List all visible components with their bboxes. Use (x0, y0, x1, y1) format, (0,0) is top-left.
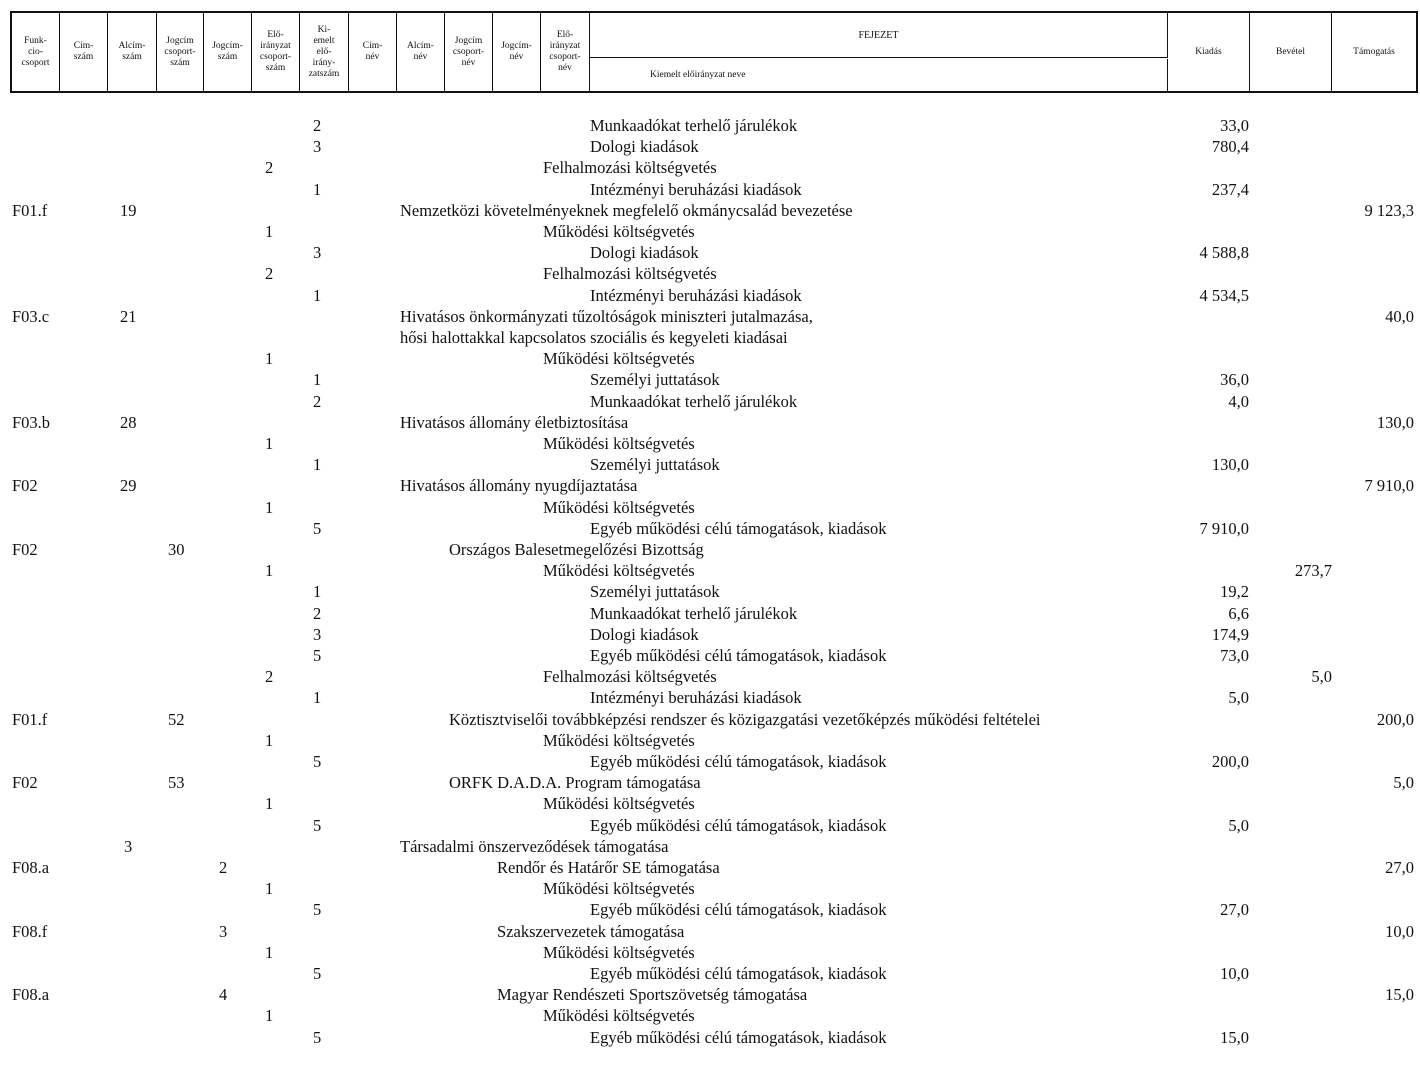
item-name-cell: Működési költségvetés (543, 222, 695, 241)
eloiranyzat-csoport-szam-cell: 1 (265, 879, 274, 899)
kiadas-cell: 6,6 (1228, 603, 1249, 623)
item-name-cell: Működési költségvetés (543, 1006, 695, 1026)
kiemelt-eloiranyzat-szam-cell: 1 (313, 285, 322, 305)
header-col-funkcio-csoport: Funk- cio- csoport (12, 13, 60, 91)
item-name-cell: Működési költségvetés (543, 942, 695, 962)
item-name-cell: Társadalmi önszerveződések támogatása (400, 836, 669, 856)
kiemelt-eloiranyzat-szam-cell: 2 (313, 603, 322, 623)
funkcio-csoport-cell: F01.f (12, 200, 48, 220)
item-name-cell: Országos Balesetmegelőzési Bizottság (449, 540, 704, 559)
item-name-cell: Személyi juttatások (590, 370, 720, 390)
eloiranyzat-csoport-szam-cell: 1 (265, 730, 274, 750)
item-name-cell: Nemzetközi követelményeknek megfelelő okmánycsalád bevezetése (400, 200, 853, 220)
header-col-eloiranyzat-csoport-nev: Elő- irányzat csoport- név (541, 13, 590, 91)
kiemelt-eloiranyzat-szam-cell: 5 (313, 1027, 322, 1047)
kiadas-cell: 130,0 (1211, 455, 1249, 475)
header-col-eloiranyzat-csoport-szam: Elő- irányzat csoport- szám (252, 13, 300, 91)
kiemelt-eloiranyzat-szam-cell: 1 (313, 582, 322, 602)
kiadas-cell: 10,0 (1220, 964, 1249, 983)
header-col-jogcim-csoport-nev: Jogcím csoport- név (445, 13, 493, 91)
header-kiemelt-nev: Kiemelt előirányzat neve (590, 59, 1168, 91)
item-name-cell: Hivatásos állomány nyugdíjaztatása (400, 476, 638, 496)
item-name-cell: Intézményi beruházási kiadások (590, 285, 802, 305)
funkcio-csoport-cell: F08.a (12, 985, 50, 1005)
header-col-kiadas: Kiadás (1168, 13, 1250, 91)
cim-szam-cell: 28 (120, 412, 137, 432)
eloiranyzat-csoport-szam-cell: 1 (265, 349, 274, 369)
item-name-cell: hősi halottakkal kapcsolatos szociális és kegyeleti kiadásai (400, 328, 788, 347)
kiadas-cell: 36,0 (1220, 370, 1249, 390)
kiemelt-eloiranyzat-szam-cell: 1 (313, 179, 322, 199)
eloiranyzat-csoport-szam-cell: 1 (265, 497, 274, 517)
funkcio-csoport-cell: F08.f (12, 921, 48, 941)
header-col-jogcim-nev: Jogcím- név (493, 13, 541, 91)
tamogatas-cell: 15,0 (1385, 985, 1414, 1005)
tamogatas-cell: 10,0 (1385, 921, 1414, 941)
bevetel-cell: 273,7 (1294, 561, 1332, 581)
eloiranyzat-csoport-szam-cell: 1 (265, 561, 274, 581)
kiadas-cell: 19,2 (1220, 582, 1249, 602)
eloiranyzat-csoport-szam-cell: 2 (265, 264, 274, 284)
eloiranyzat-csoport-szam-cell: 1 (265, 794, 274, 814)
kiemelt-eloiranyzat-szam-cell: 1 (313, 688, 322, 708)
item-name-cell: Személyi juttatások (590, 455, 720, 475)
kiemelt-eloiranyzat-szam-cell: 1 (313, 455, 322, 475)
item-name-cell: Egyéb működési célú támogatások, kiadások (590, 1027, 887, 1047)
kiemelt-eloiranyzat-szam-cell: 3 (313, 243, 322, 263)
item-name-cell: Szakszervezetek támogatása (497, 921, 685, 941)
header-fejezet: FEJEZET (590, 13, 1168, 58)
eloiranyzat-csoport-szam-cell: 1 (265, 434, 274, 453)
item-name-cell: Működési költségvetés (543, 730, 695, 750)
kiadas-cell: 5,0 (1228, 688, 1249, 708)
header-col-kiemelt-eloiranyzat-szam: Ki- emelt elő- irány- zatszám (300, 13, 349, 91)
funkcio-csoport-cell: F02 (12, 476, 38, 496)
kiadas-cell: 73,0 (1220, 646, 1249, 665)
item-name-cell: Egyéb működési célú támogatások, kiadások (590, 646, 887, 665)
kiadas-cell: 5,0 (1228, 815, 1249, 835)
item-name-cell: Dologi kiadások (590, 137, 699, 157)
item-name-cell: Személyi juttatások (590, 582, 720, 602)
kiemelt-eloiranyzat-szam-cell: 5 (313, 815, 322, 835)
kiemelt-eloiranyzat-szam-cell: 2 (313, 116, 322, 135)
item-name-cell: Felhalmozási költségvetés (543, 158, 717, 178)
item-name-cell: Dologi kiadások (590, 243, 699, 263)
cim-szam-cell: 29 (120, 476, 137, 496)
item-name-cell: Intézményi beruházási kiadások (590, 688, 802, 708)
funkcio-csoport-cell: F02 (12, 540, 38, 559)
kiadas-cell: 174,9 (1211, 624, 1249, 644)
kiadas-cell: 7 910,0 (1199, 518, 1249, 538)
tamogatas-cell: 200,0 (1376, 709, 1414, 729)
header-col-alcim-szam: Alcím- szám (108, 13, 157, 91)
funkcio-csoport-cell: F03.b (12, 412, 51, 432)
jogcim-szam-cell: 3 (219, 921, 228, 941)
jogcim-csoport-szam-cell: 30 (168, 540, 185, 559)
kiadas-cell: 33,0 (1220, 116, 1249, 135)
item-name-cell: Működési költségvetés (543, 434, 695, 453)
item-name-cell: Hivatásos önkormányzati tűzoltóságok miniszteri jutalmazása, (400, 306, 813, 326)
funkcio-csoport-cell: F08.a (12, 858, 50, 877)
kiadas-cell: 200,0 (1211, 752, 1249, 771)
header-col-cim-nev: Cím- név (349, 13, 397, 91)
kiemelt-eloiranyzat-szam-cell: 3 (313, 137, 322, 157)
item-name-cell: Magyar Rendészeti Sportszövetség támogatása (497, 985, 808, 1005)
kiemelt-eloiranyzat-szam-cell: 1 (313, 370, 322, 390)
item-name-cell: Egyéb működési célú támogatások, kiadások (590, 752, 887, 771)
tamogatas-cell: 7 910,0 (1364, 476, 1414, 496)
kiemelt-eloiranyzat-szam-cell: 5 (313, 964, 322, 983)
header-col-jogcim-szam: Jogcím- szám (204, 13, 252, 91)
kiemelt-eloiranyzat-szam-cell: 5 (313, 646, 322, 665)
tamogatas-cell: 5,0 (1393, 773, 1414, 793)
item-name-cell: Rendőr és Határőr SE támogatása (497, 858, 720, 877)
alcim-szam-cell: 3 (124, 836, 133, 856)
eloiranyzat-csoport-szam-cell: 2 (265, 158, 274, 178)
jogcim-szam-cell: 4 (219, 985, 228, 1005)
item-name-cell: ORFK D.A.D.A. Program támogatása (449, 773, 701, 793)
kiemelt-eloiranyzat-szam-cell: 5 (313, 752, 322, 771)
kiemelt-eloiranyzat-szam-cell: 2 (313, 391, 322, 411)
item-name-cell: Felhalmozási költségvetés (543, 264, 717, 284)
item-name-cell: Egyéb működési célú támogatások, kiadások (590, 518, 887, 538)
item-name-cell: Működési költségvetés (543, 794, 695, 814)
item-name-cell: Működési költségvetés (543, 497, 695, 517)
jogcim-csoport-szam-cell: 52 (168, 709, 185, 729)
item-name-cell: Működési költségvetés (543, 879, 695, 899)
funkcio-csoport-cell: F02 (12, 773, 38, 793)
item-name-cell: Egyéb működési célú támogatások, kiadások (590, 964, 887, 983)
kiadas-cell: 4 534,5 (1199, 285, 1249, 305)
kiadas-cell: 4 588,8 (1199, 243, 1249, 263)
tamogatas-cell: 9 123,3 (1364, 200, 1414, 220)
kiemelt-eloiranyzat-szam-cell: 5 (313, 900, 322, 920)
funkcio-csoport-cell: F01.f (12, 709, 48, 729)
kiadas-cell: 237,4 (1211, 179, 1249, 199)
table-header (10, 11, 1418, 93)
header-col-bevetel: Bevétel (1250, 13, 1332, 91)
eloiranyzat-csoport-szam-cell: 1 (265, 942, 274, 962)
bevetel-cell: 5,0 (1311, 667, 1332, 687)
kiemelt-eloiranyzat-szam-cell: 3 (313, 624, 322, 644)
kiadas-cell: 27,0 (1220, 900, 1249, 920)
item-name-cell: Köztisztviselői továbbképzési rendszer és közigazgatási vezetőképzés működési feltételei (449, 709, 1041, 729)
cim-szam-cell: 21 (120, 306, 137, 326)
funkcio-csoport-cell: F03.c (12, 306, 50, 326)
item-name-cell: Egyéb működési célú támogatások, kiadások (590, 900, 887, 920)
item-name-cell: Munkaadókat terhelő járulékok (590, 116, 798, 135)
cim-szam-cell: 19 (120, 200, 137, 220)
header-col-jogcim-csoport-szam: Jogcím csoport- szám (157, 13, 204, 91)
header-col-cim-szam: Cím- szám (60, 13, 108, 91)
kiadas-cell: 4,0 (1228, 391, 1249, 411)
kiadas-cell: 780,4 (1211, 137, 1249, 157)
item-name-cell: Munkaadókat terhelő járulékok (590, 391, 798, 411)
item-name-cell: Hivatásos állomány életbiztosítása (400, 412, 629, 432)
kiemelt-eloiranyzat-szam-cell: 5 (313, 518, 322, 538)
item-name-cell: Egyéb működési célú támogatások, kiadások (590, 815, 887, 835)
item-name-cell: Intézményi beruházási kiadások (590, 179, 802, 199)
jogcim-szam-cell: 2 (219, 858, 228, 877)
header-col-alcim-nev: Alcím- név (397, 13, 445, 91)
item-name-cell: Munkaadókat terhelő járulékok (590, 603, 798, 623)
eloiranyzat-csoport-szam-cell: 2 (265, 667, 274, 687)
item-name-cell: Dologi kiadások (590, 624, 699, 644)
tamogatas-cell: 40,0 (1385, 306, 1414, 326)
header-col-tamogatas: Támogatás (1353, 46, 1395, 57)
item-name-cell: Működési költségvetés (543, 349, 695, 369)
eloiranyzat-csoport-szam-cell: 1 (265, 1006, 274, 1026)
item-name-cell: Működési költségvetés (543, 561, 695, 581)
eloiranyzat-csoport-szam-cell: 1 (265, 222, 274, 241)
jogcim-csoport-szam-cell: 53 (168, 773, 185, 793)
kiadas-cell: 15,0 (1220, 1027, 1249, 1047)
tamogatas-cell: 130,0 (1376, 412, 1414, 432)
tamogatas-cell: 27,0 (1385, 858, 1414, 877)
item-name-cell: Felhalmozási költségvetés (543, 667, 717, 687)
